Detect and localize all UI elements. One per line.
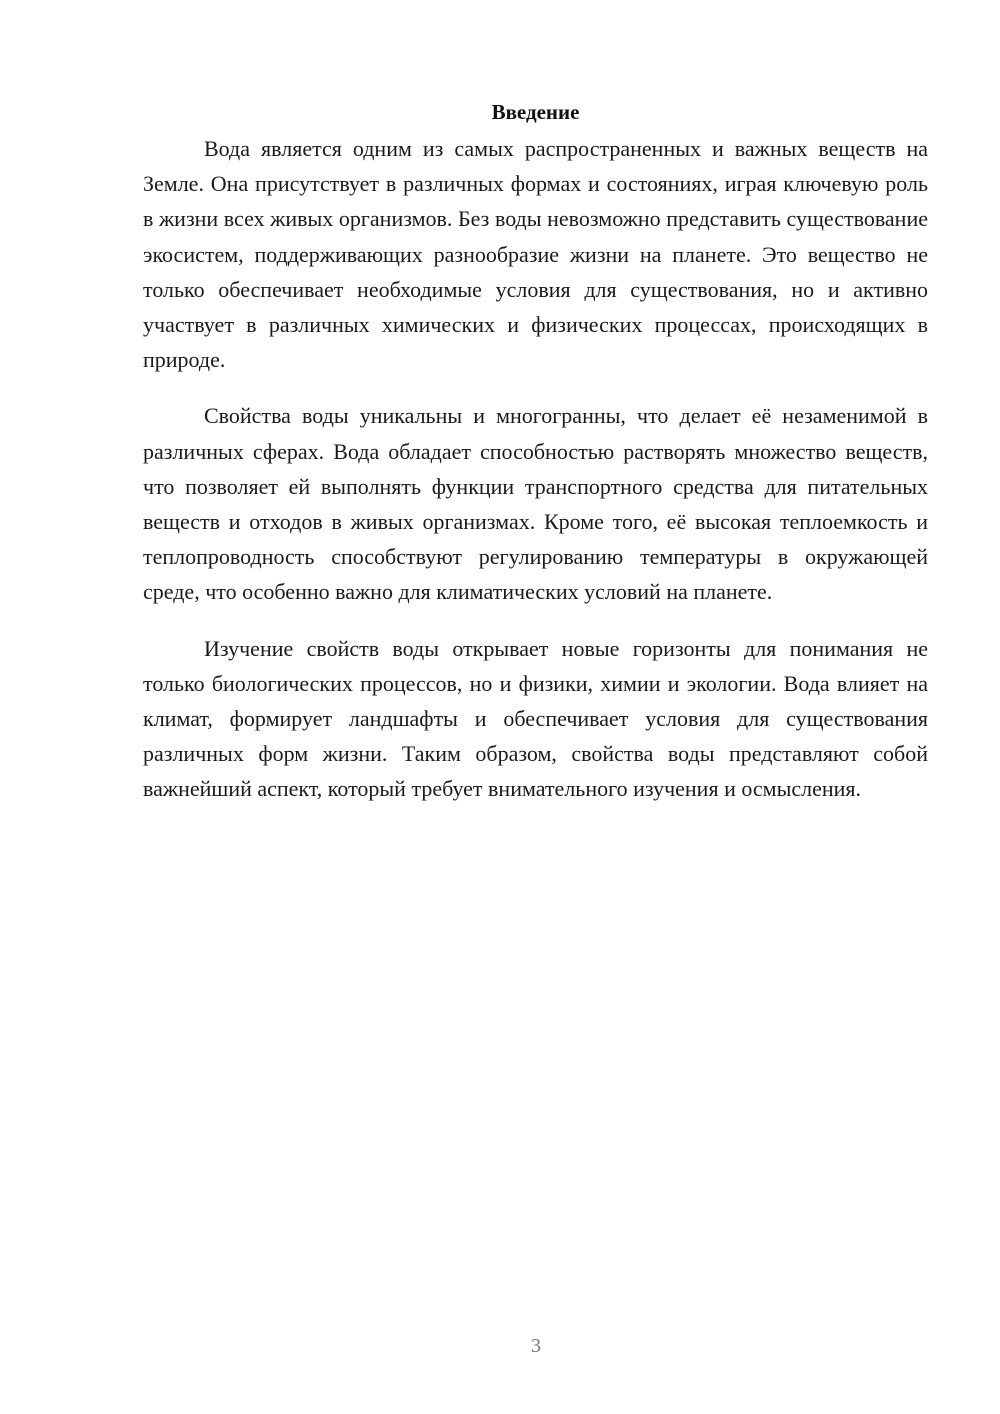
page-content bbox=[143, 96, 928, 807]
section-heading: Введение bbox=[491, 100, 580, 124]
page-number: 3 bbox=[531, 1335, 541, 1357]
paragraph-1: Вода является одним из самых распространенных и важных веществ на Земле. Она присутствует в различных формах и состояниях, играя ключевую роль в жизни всех живых организмов. Без воды невозможно представить существование экосистем, поддерживающих разнообразие жизни на планете. Это вещество не только обеспечивает необходимые условия для существования, но и активно участвует в различных химических и физических процессах, происходящих в природе. bbox=[143, 136, 928, 373]
paragraph-3: Изучение свойств воды открывает новые горизонты для понимания не только биологических процессов, но и физики, химии и экологии. Вода влияет на климат, формирует ландшафты и обеспечивает условия для существования различных форм жизни. Таким образом, свойства воды представляют собой важнейший аспект, который требует внимательного изучения и осмысления. bbox=[143, 635, 928, 802]
paragraph-2: Свойства воды уникальны и многогранны, что делает её незаменимой в различных сферах. Вода обладает способностью растворять множество веществ, что позволяет ей выполнять функции транспортного средства для питательных веществ и отходов в живых организмах. Кроме того, её высокая теплоемкость и теплопроводность способствуют регулированию температуры в окружающей среде, что особенно важно для климатических условий на планете. bbox=[143, 403, 928, 605]
